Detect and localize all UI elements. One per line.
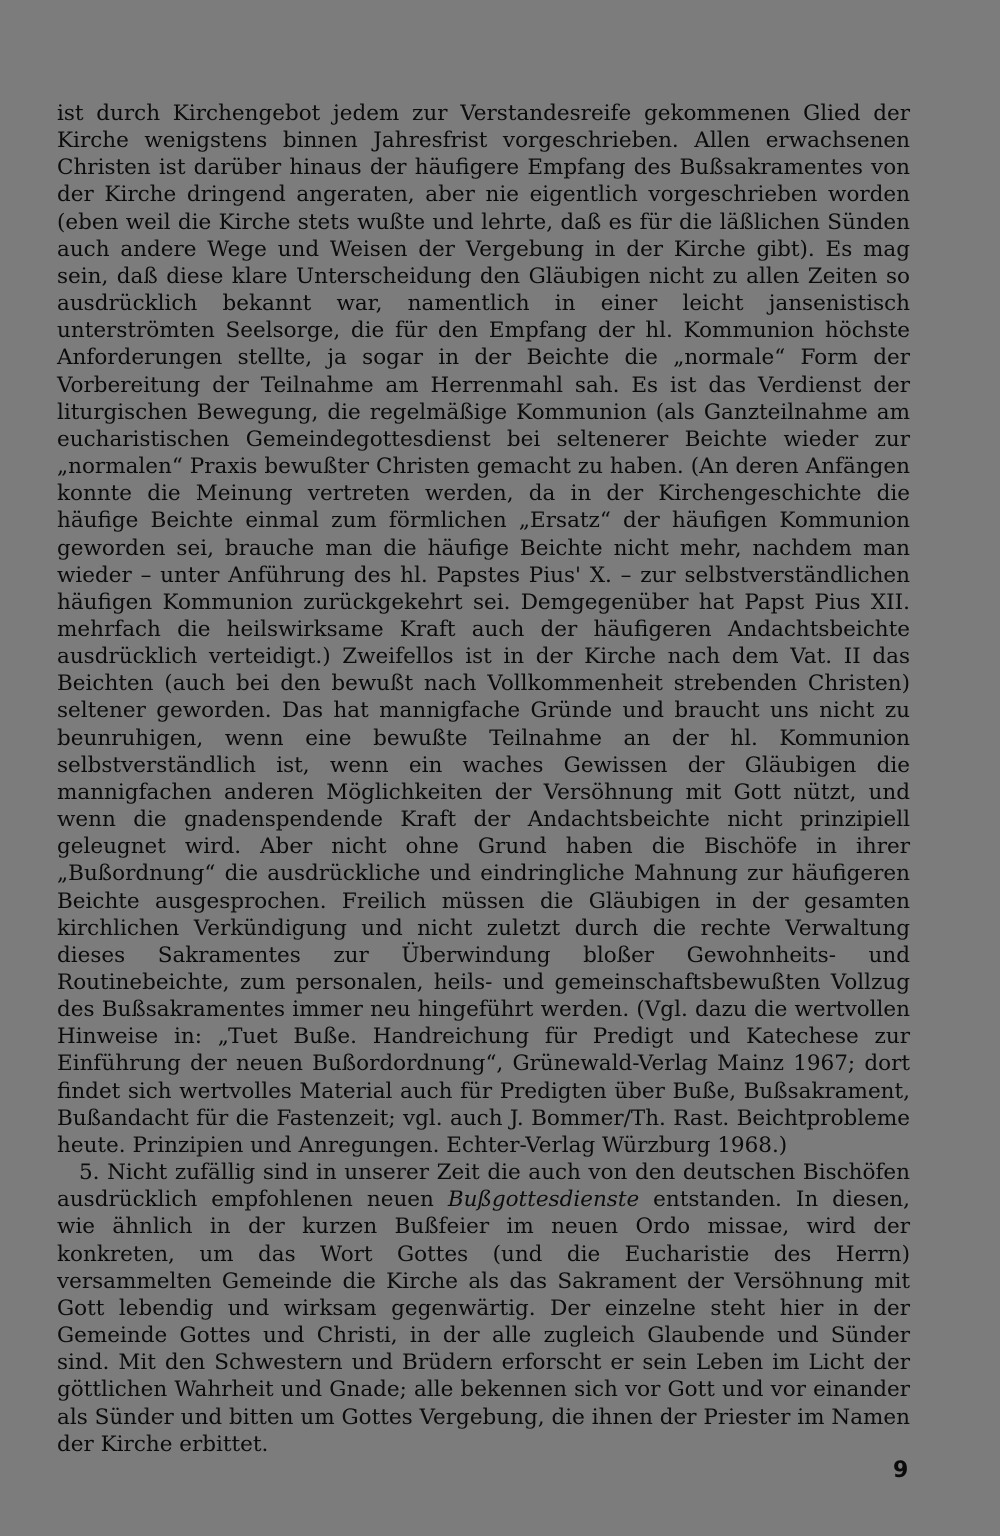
paragraph-section-5	[57, 1159, 910, 1458]
body-text	[57, 100, 910, 1458]
paragraph-section-5-end: entstanden. In diesen, wie ähnlich in der kurzen Bußfeier im neuen Ordo missae, wird der konkreten, um das Wort Gottes (und die Eucharistie des Herrn) versammelten Gemeinde die Kirche als das Sakrament der Versöhnung mit Gott lebendig und wirksam gegenwärtig. Der einzelne steht hier in der Gemeinde Gottes und Christi, in der alle zugleich Glaubende und Sünder sind. Mit den Schwestern und Brüdern erforscht er sein Leben im Licht der göttlichen Wahrheit und Gnade; alle bekennen sich vor Gott und vor einander als Sünder und bitten um Gottes Vergebung, die ihnen der Priester im Namen der Kirche erbittet.	[57, 1187, 910, 1457]
emphasis-bussgottesdienste: Bußgottesdienste	[447, 1187, 640, 1213]
page-number: 9	[893, 1458, 909, 1483]
paragraph-continuation: ist durch Kirchengebot jedem zur Verstandesreife gekommenen Glied der Kirche wenigstens binnen Jahresfrist vorgeschrieben. Allen erwachsenen Christen ist darüber hinaus der häufigere Empfang des Bußsakramentes von der Kirche dringend angeraten, aber nie eigentlich vorgeschrieben worden (eben weil die Kirche stets wußte und lehrte, daß es für die läßlichen Sünden auch andere Wege und Weisen der Vergebung in der Kirche gibt). Es mag sein, daß diese klare Unterscheidung den Gläubigen nicht zu allen Zeiten so ausdrücklich bekannt war, namentlich in einer leicht jansenistisch unterströmten Seelsorge, die für den Empfang der hl. Kommunion höchste Anforderungen stellte, ja sogar in der Beichte die „normale“ Form der Vorbereitung der Teilnahme am Herrenmahl sah. Es ist das Verdienst der liturgischen Bewegung, die regelmäßige Kommunion (als Ganzteilnahme am eucharistischen Gemeindegottesdienst bei seltenerer Beichte wieder zur „normalen“ Praxis bewußter Christen gemacht zu haben. (An deren Anfängen konnte die Meinung vertreten werden, da in der Kirchengeschichte die häufige Beichte einmal zum förmlichen „Ersatz“ der häufigen Kommunion geworden sei, brauche man die häufige Beichte nicht mehr, nachdem man wieder – unter Anführung des hl. Papstes Pius' X. – zur selbstverständlichen häufigen Kommunion zurückgekehrt sei. Demgegenüber hat Papst Pius XII. mehrfach die heilswirksame Kraft auch der häufigeren Andachtsbeichte ausdrücklich verteidigt.) Zweifellos ist in der Kirche nach dem Vat. II das Beichten (auch bei den bewußt nach Vollkommenheit strebenden Christen) seltener geworden. Das hat mannigfache Gründe und braucht uns nicht zu beunruhigen, wenn eine bewußte Teilnahme an der hl. Kommunion selbstverständlich ist, wenn ein waches Gewissen der Gläubigen die mannigfachen anderen Möglichkeiten der Versöhnung mit Gott nützt, und wenn die gnadenspendende Kraft der Andachtsbeichte nicht prinzipiell geleugnet wird. Aber nicht ohne Grund haben die Bischöfe in ihrer „Bußordnung“ die ausdrückliche und eindringliche Mahnung zur häufigeren Beichte ausgesprochen. Freilich müssen die Gläubigen in der gesamten kirchlichen Verkündigung und nicht zuletzt durch die rechte Verwaltung dieses Sakramentes zur Überwindung bloßer Gewohnheits- und Routinebeichte, zum personalen, heils- und gemeinschaftsbewußten Vollzug des Bußsakramentes immer neu hingeführt werden. (Vgl. dazu die wertvollen Hinweise in: „Tuet Buße. Handreichung für Predigt und Katechese zur Einführung der neuen Bußordordnung“, Grünewald-Verlag Mainz 1967; dort findet sich wertvolles Material auch für Predigten über Buße, Bußsakrament, Bußandacht für die Fastenzeit; vgl. auch J. Bommer/Th. Rast. Beichtprobleme heute. Prinzipien und Anregungen. Echter-Verlag Würzburg 1968.)	[57, 101, 910, 1158]
paragraph-section-5-start: 5. Nicht zufällig sind in unserer Zeit die auch von den deutschen Bischöfen ausdrücklich empfohlenen neuen	[57, 1160, 910, 1213]
